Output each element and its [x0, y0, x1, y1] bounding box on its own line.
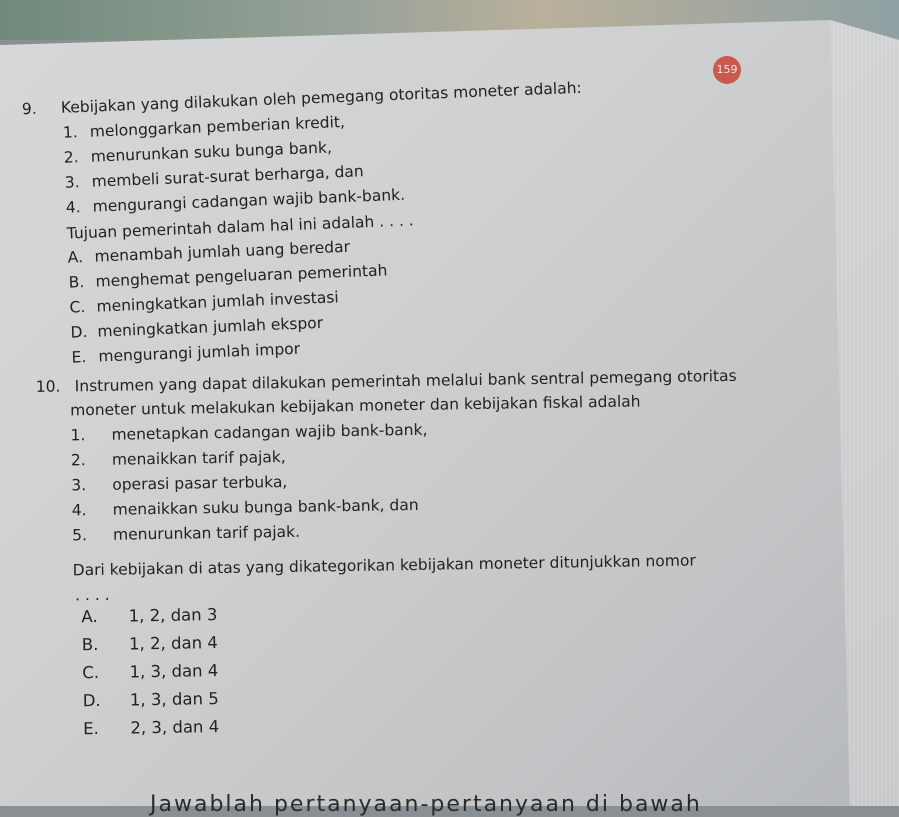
list-item: [63, 113, 346, 142]
list-item: [71, 448, 286, 469]
question-prompt-continued: . . . .: [74, 585, 110, 605]
question-number: 10.: [35, 377, 61, 396]
option-text: 1, 3, dan 5: [129, 689, 219, 710]
option-letter: D.: [70, 322, 88, 342]
answer-option-e: [83, 717, 219, 738]
option-text: 2, 3, dan 4: [130, 717, 220, 738]
item-number: 2.: [63, 148, 79, 167]
option-letter: A.: [67, 248, 84, 267]
option-text: 1, 2, dan 4: [128, 633, 218, 654]
answer-option-d: [83, 689, 219, 710]
item-text: mengurangi cadangan wajib bank-bank.: [92, 185, 406, 216]
question-prompt: Tujuan pemerintah dalam hal ini adalah . . . .: [66, 211, 414, 243]
option-text: mengurangi jumlah impor: [98, 339, 301, 366]
answer-option-a: [81, 605, 217, 626]
question-stem: Kebijakan yang dilakukan oleh pemegang otoritas moneter adalah:: [60, 78, 583, 117]
item-text: membeli surat-surat berharga, dan: [91, 162, 365, 191]
option-letter: E.: [83, 718, 99, 739]
item-number: 4.: [71, 501, 87, 520]
item-number: 2.: [70, 451, 86, 470]
item-text: operasi pasar terbuka,: [112, 472, 288, 494]
answer-option-a: [67, 238, 350, 267]
answer-option-c: [69, 288, 339, 316]
item-text: menetapkan cadangan wajib bank-bank,: [111, 420, 428, 444]
option-text: 1, 2, dan 3: [128, 605, 218, 626]
option-letter: A.: [81, 606, 98, 627]
list-item: [72, 496, 419, 519]
item-text: menaikkan tarif pajak,: [111, 447, 286, 469]
answer-option-e: [71, 340, 300, 367]
item-number: 1.: [70, 426, 86, 445]
option-text: 1, 3, dan 4: [129, 661, 219, 682]
item-number: 4.: [65, 198, 81, 217]
option-letter: C.: [69, 298, 86, 317]
item-number: 3.: [71, 476, 87, 495]
item-text: menaikkan suku bunga bank-bank, dan: [112, 495, 419, 519]
item-number: 5.: [71, 526, 88, 545]
item-text: menurunkan suku bunga bank,: [90, 138, 333, 166]
list-item: [70, 421, 427, 445]
answer-option-b: [82, 633, 218, 654]
option-letter: B.: [81, 634, 99, 655]
item-number: 3.: [64, 173, 80, 192]
option-text: meningkatkan jumlah ekspor: [97, 313, 324, 341]
item-text: melonggarkan pemberian kredit,: [89, 112, 346, 141]
option-text: menghemat pengeluaran pemerintah: [95, 261, 388, 291]
question-9-stem-row: [22, 79, 582, 118]
question-stem-continued: moneter untuk melakukan kebijakan moneter dan kebijakan fiskal adalah: [70, 392, 641, 420]
answer-option-b: [68, 261, 387, 291]
list-item: [64, 162, 364, 191]
item-number: 1.: [62, 123, 79, 142]
option-letter: B.: [68, 273, 85, 292]
option-text: meningkatkan jumlah investasi: [96, 288, 340, 316]
cut-off-footer-text: Jawablah pertanyaan-pertanyaan di bawah: [150, 792, 702, 817]
list-item: [71, 473, 287, 494]
question-prompt: Dari kebijakan di atas yang dikategorikan kebijakan moneter ditunjukkan nomor: [72, 551, 696, 580]
option-letter: E.: [71, 348, 87, 367]
list-item: [72, 523, 300, 545]
list-item: [64, 138, 333, 166]
question-stem: Instrumen yang dapat dilakukan pemerintah melalui bank sentral pemegang otoritas: [74, 366, 737, 396]
list-item: [65, 186, 405, 217]
option-letter: C.: [82, 662, 100, 683]
item-text: menurunkan tarif pajak.: [112, 522, 301, 544]
answer-option-d: [70, 314, 323, 342]
answer-option-c: [82, 661, 218, 682]
question-number: 9.: [21, 99, 38, 119]
option-letter: D.: [82, 690, 101, 711]
page-number-badge: 159: [713, 56, 741, 84]
option-text: menambah jumlah uang beredar: [94, 237, 351, 266]
